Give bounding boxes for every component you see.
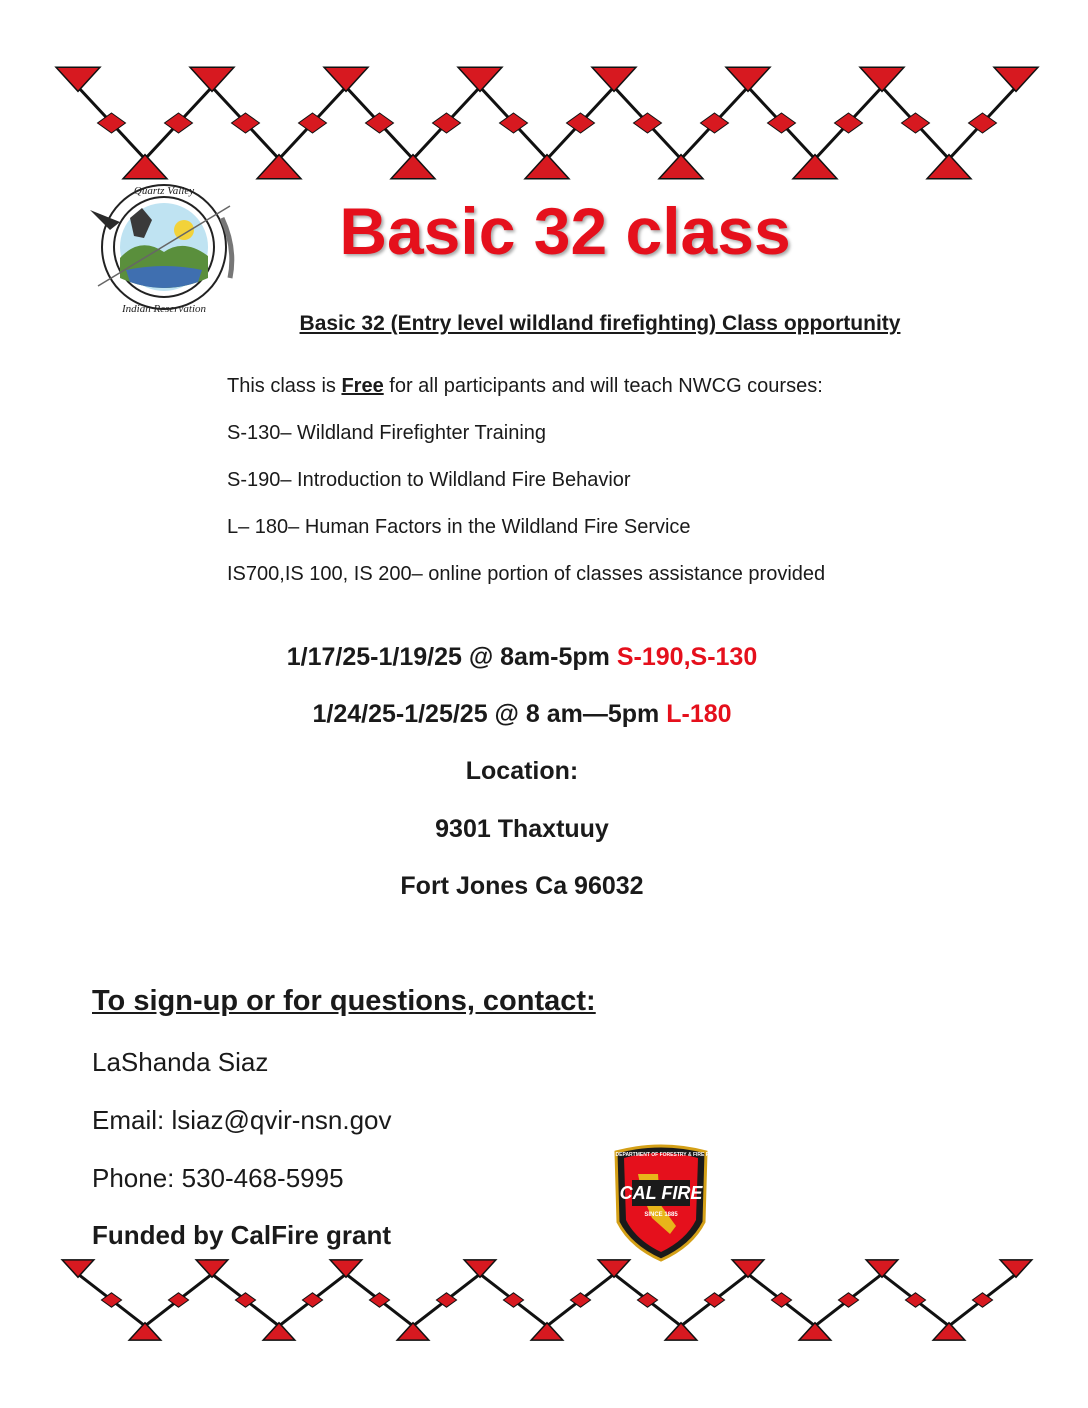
decorative-border-top xyxy=(78,73,1020,173)
border-diamond xyxy=(299,113,327,133)
intro-free-emphasis: Free xyxy=(341,375,384,397)
zigzag-pattern xyxy=(78,1264,1020,1336)
border-triangle xyxy=(659,155,703,179)
location-label: Location: xyxy=(465,757,579,785)
course-item: IS700,IS 100, IS 200– online portion of classes assistance provided xyxy=(227,563,826,585)
quartz-valley-seal-logo xyxy=(80,178,248,316)
contact-name: LaShanda Siaz xyxy=(92,1047,269,1077)
border-diamond xyxy=(634,113,662,133)
border-diamond xyxy=(232,113,260,133)
contact-heading: To sign-up or for questions, contact: xyxy=(92,985,596,1017)
border-triangle xyxy=(531,1323,563,1340)
schedule-dates: 1/24/25-1/25/25 @ 8 am—5pm xyxy=(312,700,667,728)
border-triangle xyxy=(56,67,100,91)
decorative-border-bottom xyxy=(78,1264,1020,1336)
svg-text:Quartz Valley: Quartz Valley xyxy=(133,185,195,197)
border-triangle xyxy=(732,1260,764,1277)
intro-line xyxy=(227,375,823,398)
border-triangle xyxy=(665,1323,697,1340)
border-triangle xyxy=(458,67,502,91)
schedule-courses: L-180 xyxy=(666,700,732,728)
intro-after: for all participants and will teach NWCG courses: xyxy=(383,375,823,397)
border-triangle xyxy=(263,1323,295,1340)
border-diamond xyxy=(768,113,796,133)
border-triangle xyxy=(330,1260,362,1277)
schedule-dates: 1/17/25-1/19/25 @ 8am-5pm xyxy=(286,643,617,671)
border-diamond xyxy=(567,113,595,133)
calfire-ring-text: CALIFORNIA DEPARTMENT OF FORESTRY & FIRE PROTECTION xyxy=(583,1152,739,1158)
border-diamond xyxy=(835,113,863,133)
border-triangle xyxy=(927,155,971,179)
border-triangle xyxy=(257,155,301,179)
border-triangle xyxy=(933,1323,965,1340)
border-diamond xyxy=(433,113,461,133)
contact-email[interactable]: Email: lsiaz@qvir-nsn.gov xyxy=(92,1105,392,1135)
border-triangle xyxy=(397,1323,429,1340)
intro-before: This class is xyxy=(227,375,342,397)
contact-phone[interactable]: Phone: 530-468-5995 xyxy=(92,1163,344,1193)
border-diamond xyxy=(165,113,193,133)
border-zigzag-line xyxy=(78,1274,1016,1326)
funding-note: Funded by CalFire grant xyxy=(92,1220,392,1250)
border-zigzag-line xyxy=(78,87,1016,159)
calfire-logo xyxy=(583,1144,739,1262)
border-triangle xyxy=(994,67,1038,91)
calfire-since: SINCE 1885 xyxy=(644,1212,678,1218)
svg-text:Indian Reservation: Indian Reservation xyxy=(121,303,207,315)
border-diamond xyxy=(701,113,729,133)
border-triangle xyxy=(129,1323,161,1340)
border-triangle xyxy=(123,155,167,179)
course-item: S-130– Wildland Firefighter Training xyxy=(227,422,547,444)
border-diamond xyxy=(366,113,394,133)
border-triangle xyxy=(62,1260,94,1277)
border-triangle xyxy=(726,67,770,91)
border-triangle xyxy=(598,1260,630,1277)
border-diamond xyxy=(902,113,930,133)
location-street: 9301 Thaxtuuy xyxy=(435,815,609,843)
border-triangle xyxy=(860,67,904,91)
border-triangle xyxy=(324,67,368,91)
border-triangle xyxy=(391,155,435,179)
border-triangle xyxy=(592,67,636,91)
location-city: Fort Jones Ca 96032 xyxy=(400,872,644,900)
schedule-courses: S-190,S-130 xyxy=(616,643,758,671)
border-triangle xyxy=(464,1260,496,1277)
border-triangle xyxy=(196,1260,228,1277)
page-title: Basic 32 class xyxy=(339,194,791,268)
course-item: S-190– Introduction to Wildland Fire Behavior xyxy=(227,469,631,491)
border-diamond xyxy=(500,113,528,133)
schedule-line xyxy=(0,643,1044,672)
border-diamond xyxy=(969,113,997,133)
zigzag-pattern xyxy=(78,73,1020,173)
border-triangle xyxy=(1000,1260,1032,1277)
border-triangle xyxy=(793,155,837,179)
border-triangle xyxy=(525,155,569,179)
subtitle: Basic 32 (Entry level wildland firefighting) Class opportunity xyxy=(299,312,901,335)
border-triangle xyxy=(799,1323,831,1340)
schedule-line xyxy=(0,700,1044,729)
border-diamond xyxy=(98,113,126,133)
border-triangle xyxy=(866,1260,898,1277)
course-item: L– 180– Human Factors in the Wildland Fire Service xyxy=(227,516,691,538)
border-triangle xyxy=(190,67,234,91)
calfire-wordmark: CAL FIRE xyxy=(619,1183,703,1203)
